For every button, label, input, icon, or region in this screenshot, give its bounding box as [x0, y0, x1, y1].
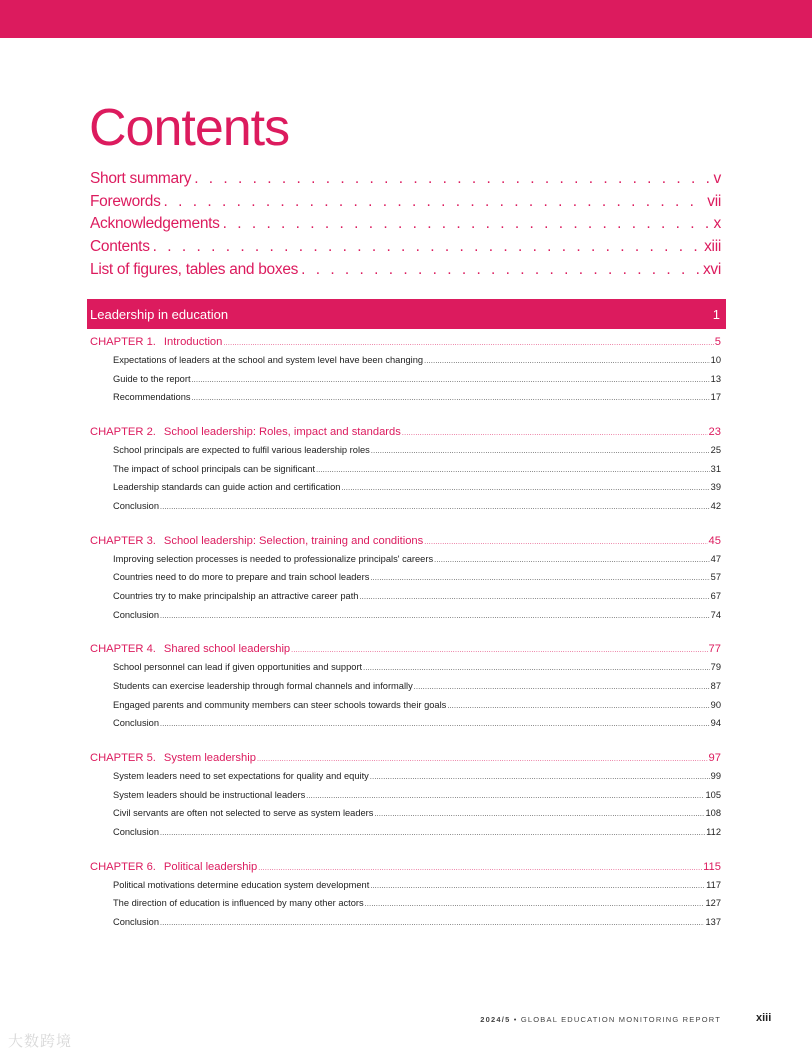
footer-edition: 2024/5: [480, 1015, 511, 1024]
dot-leader: [192, 395, 710, 402]
section-page: 79: [710, 662, 721, 673]
chapter-title: Shared school leadership: [163, 643, 291, 656]
section-page: 17: [710, 392, 721, 403]
chapter-label: CHAPTER 2.: [90, 426, 156, 439]
section-entry[interactable]: [90, 700, 721, 719]
section-title: Guide to the report: [113, 373, 191, 384]
chapter-label: CHAPTER 1.: [90, 336, 156, 348]
section-entry[interactable]: [90, 445, 721, 464]
section-title: System leaders need to set expectations for quality and equity: [113, 771, 369, 782]
section-entry[interactable]: [90, 554, 721, 573]
dot-leader: [306, 793, 704, 800]
section-title: Students can exercise leadership through formal channels and informally: [113, 681, 413, 692]
dot-leader: [160, 613, 710, 620]
section-page: 127: [705, 898, 721, 909]
section-title: Conclusion: [113, 826, 159, 837]
dot-leader: [365, 901, 705, 908]
section-page: 87: [710, 681, 721, 692]
section-page: 67: [710, 590, 721, 601]
front-matter-page: x: [713, 215, 721, 233]
front-matter-list: [90, 170, 721, 283]
section-title: Political motivations determine education system development: [113, 879, 370, 890]
dot-leader: [257, 756, 708, 763]
dot-leader: [160, 830, 705, 837]
section-entry[interactable]: [90, 572, 721, 591]
dot-leader: [402, 430, 708, 437]
section-page: 42: [710, 500, 721, 511]
footer-report-name: GLOBAL EDUCATION MONITORING REPORT: [520, 1015, 721, 1024]
section-title: Expectations of leaders at the school and system level have been changing: [113, 355, 424, 365]
dot-leader: [447, 703, 709, 710]
page-number: xiii: [756, 1012, 772, 1024]
section-entry[interactable]: [90, 392, 721, 411]
chapter-page: 77: [708, 643, 721, 656]
page-title: Contents: [89, 99, 290, 157]
section-entry[interactable]: [90, 355, 721, 374]
section-page: 105: [705, 789, 721, 800]
front-matter-page: xvi: [702, 260, 721, 278]
chapter-block: [90, 535, 721, 628]
dot-leader: [363, 665, 710, 672]
front-matter-item[interactable]: [90, 261, 721, 284]
chapter-block: [90, 336, 721, 411]
watermark-logo: 大数跨境: [8, 1033, 73, 1050]
chapter-title: Political leadership: [163, 860, 258, 873]
front-matter-page: v: [713, 170, 721, 187]
dot-leader: [160, 504, 710, 511]
section-title: The direction of education is influenced by many other actors: [113, 898, 364, 909]
front-matter-item[interactable]: [90, 215, 721, 238]
part-title: Leadership in education: [90, 306, 229, 322]
section-page: 117: [706, 879, 721, 890]
section-title: Conclusion: [113, 500, 159, 511]
chapter-title: Introduction: [163, 336, 223, 348]
front-matter-label: Short summary: [90, 170, 192, 187]
dot-leader: [374, 811, 704, 818]
section-entry[interactable]: [90, 771, 721, 790]
section-entry[interactable]: [90, 898, 721, 917]
section-entry[interactable]: [90, 464, 721, 483]
dot-leader: [370, 883, 705, 890]
section-title: System leaders should be instructional leaders: [113, 789, 306, 800]
front-matter-item[interactable]: [90, 238, 721, 261]
dot-leader: [359, 594, 709, 601]
section-page: 47: [710, 553, 721, 564]
dot-leader: [192, 377, 710, 384]
section-title: Conclusion: [113, 609, 159, 620]
dot-leader: [341, 485, 709, 492]
top-accent-bar: [0, 0, 812, 38]
chapter-title: System leadership: [163, 752, 256, 765]
chapter-entry[interactable]: [90, 861, 721, 877]
dot-leader: [223, 215, 711, 233]
dot-leader: [434, 557, 710, 564]
front-matter-label: Contents: [90, 238, 150, 256]
footer-separator: •: [513, 1015, 518, 1024]
front-matter-item[interactable]: [90, 193, 721, 216]
dot-leader: [370, 774, 710, 781]
section-entry[interactable]: [90, 591, 721, 610]
section-page: 31: [710, 463, 721, 474]
chapter-entry[interactable]: [90, 752, 721, 768]
section-entry[interactable]: [90, 662, 721, 681]
section-page: 99: [710, 771, 721, 782]
dot-leader: [223, 340, 713, 347]
table-of-contents: [90, 336, 721, 951]
section-page: 112: [706, 826, 721, 837]
section-entry[interactable]: [90, 880, 721, 899]
dot-leader: [258, 865, 702, 872]
dot-leader: [414, 684, 710, 691]
dot-leader: [424, 539, 707, 546]
section-page: 10: [710, 355, 721, 365]
section-page: 74: [710, 609, 721, 620]
section-title: Leadership standards can guide action and certification: [113, 482, 341, 493]
section-title: Engaged parents and community members can steer schools towards their goals: [113, 699, 447, 710]
chapter-label: CHAPTER 6.: [90, 860, 156, 873]
front-matter-label: Acknowledgements: [90, 215, 220, 233]
front-matter-label: List of figures, tables and boxes: [90, 260, 299, 278]
section-title: School principals are expected to fulfil various leadership roles: [113, 445, 370, 456]
section-entry[interactable]: [90, 374, 721, 393]
chapter-block: [90, 861, 721, 936]
section-page: 25: [710, 445, 721, 456]
chapter-block: [90, 426, 721, 519]
chapter-page: 23: [708, 426, 721, 439]
front-matter-page: xiii: [704, 238, 721, 256]
section-title: Countries need to do more to prepare and train school leaders: [113, 572, 370, 583]
dot-leader: [371, 448, 710, 455]
dot-leader: [291, 647, 707, 654]
chapter-page: 5: [714, 336, 721, 348]
dot-leader: [301, 261, 700, 279]
chapter-page: 115: [703, 860, 721, 873]
section-page: 94: [710, 718, 721, 729]
section-title: Civil servants are often not selected to serve as system leaders: [113, 808, 374, 819]
section-title: Conclusion: [113, 916, 159, 927]
chapter-block: [90, 752, 721, 845]
part-banner[interactable]: [87, 299, 726, 329]
front-matter-item[interactable]: [90, 170, 721, 193]
chapter-label: CHAPTER 3.: [90, 534, 156, 547]
section-page: 13: [710, 373, 721, 384]
section-page: 39: [710, 482, 721, 493]
footer-report-title: [480, 1015, 721, 1024]
chapter-label: CHAPTER 5.: [90, 752, 156, 765]
chapter-page: 45: [708, 534, 721, 547]
section-entry[interactable]: [90, 808, 721, 827]
chapter-entry[interactable]: [90, 426, 721, 442]
section-page: 57: [710, 572, 721, 583]
chapter-block: [90, 643, 721, 736]
dot-leader: [370, 575, 709, 582]
section-title: Countries try to make principalship an attractive career path: [113, 590, 359, 601]
section-entry[interactable]: [90, 917, 721, 936]
part-page: 1: [712, 306, 720, 322]
chapter-entry[interactable]: [90, 336, 721, 352]
front-matter-page: vii: [707, 192, 721, 210]
section-page: 90: [710, 699, 721, 710]
section-entry[interactable]: [90, 482, 721, 501]
dot-leader: [160, 721, 710, 728]
section-title: Improving selection processes is needed to professionalize principals' careers: [113, 553, 434, 564]
section-entry[interactable]: [90, 610, 721, 629]
chapter-label: CHAPTER 4.: [90, 643, 156, 656]
section-entry[interactable]: [90, 681, 721, 700]
dot-leader: [424, 358, 710, 365]
dot-leader: [164, 193, 705, 211]
section-entry[interactable]: [90, 501, 721, 520]
dot-leader: [160, 920, 704, 927]
front-matter-label: Forewords: [90, 192, 161, 210]
section-title: School personnel can lead if given opportunities and support: [113, 662, 363, 673]
section-entry[interactable]: [90, 827, 721, 846]
dot-leader: [153, 238, 701, 256]
dot-leader: [194, 170, 710, 188]
section-title: Conclusion: [113, 718, 159, 729]
section-entry[interactable]: [90, 790, 721, 809]
section-page: 108: [705, 808, 721, 819]
chapter-title: School leadership: Selection, training and conditions: [163, 534, 424, 547]
dot-leader: [316, 467, 710, 474]
chapter-title: School leadership: Roles, impact and standards: [163, 426, 401, 439]
chapter-page: 97: [708, 752, 721, 765]
section-title: The impact of school principals can be significant: [113, 463, 316, 474]
chapter-entry[interactable]: [90, 643, 721, 659]
chapter-entry[interactable]: [90, 535, 721, 551]
section-entry[interactable]: [90, 718, 721, 737]
section-title: Recommendations: [113, 392, 191, 403]
section-page: 137: [705, 916, 721, 927]
